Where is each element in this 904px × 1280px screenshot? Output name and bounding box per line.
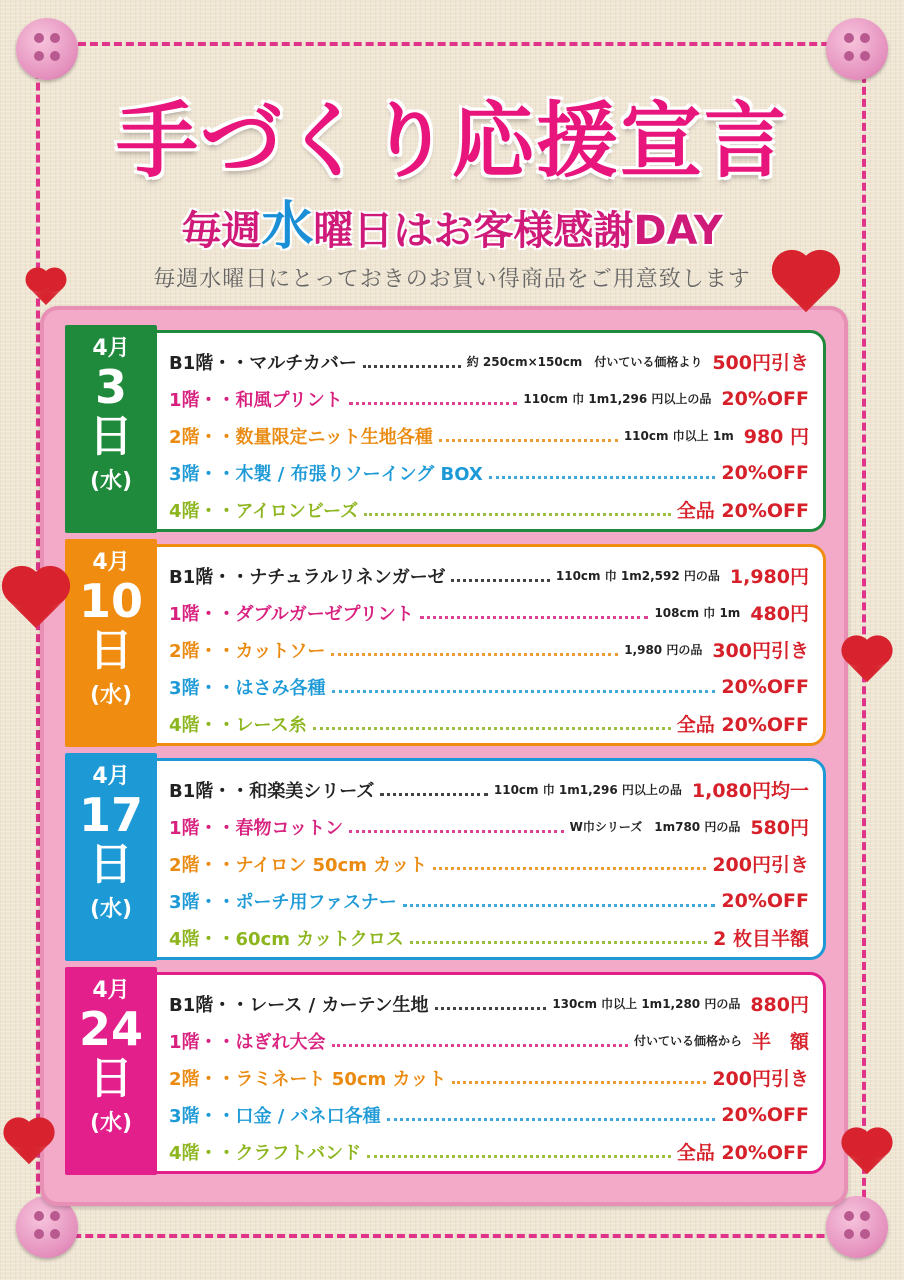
list-item: 1階・・和風プリント 110cm 巾 1m1,296 円以上の品 20%OFF <box>169 387 809 411</box>
page-title: 手づくり応援宣言 <box>115 94 788 189</box>
pink-button-icon <box>826 18 888 80</box>
list-item: 4階・・クラフトバンド 全品 20%OFF <box>169 1142 809 1164</box>
list-item: 2階・・ナイロン 50cm カット 200円引き <box>169 854 809 876</box>
date-tab: 4月 10 日 (水) <box>65 539 157 747</box>
list-item: 4階・・アイロンビーズ 全品 20%OFF <box>169 500 809 522</box>
date-tab: 4月 17 日 (水) <box>65 753 157 961</box>
list-item: B1階・・ナチュラルリネンガーゼ 110cm 巾 1m2,592 円の品 1,980円 <box>169 566 809 588</box>
pink-button-icon <box>826 1196 888 1258</box>
list-item: 1階・・春物コットン W巾シリーズ 1m780 円の品 580円 <box>169 817 809 839</box>
list-item: 3階・・はさみ各種 20%OFF <box>169 675 809 699</box>
list-item: B1階・・レース / カーテン生地 130cm 巾以上 1m1,280 円の品 880円 <box>169 994 809 1016</box>
list-item: 3階・・木製 / 布張りソーイング BOX 20%OFF <box>169 461 809 485</box>
list-item: 3階・・口金 / バネ口各種 20%OFF <box>169 1103 809 1127</box>
list-item: 2階・・ラミネート 50cm カット 200円引き <box>169 1068 809 1090</box>
page-subtitle: 毎週水曜日はお客様感謝DAY <box>181 197 723 257</box>
list-item: 1階・・ダブルガーゼプリント 108cm 巾 1m 480円 <box>169 603 809 625</box>
list-item: 1階・・はぎれ大会 付いている価格から 半 額 <box>169 1031 809 1053</box>
tagline: 毎週水曜日にとっておきのお買い得商品をご用意致します <box>153 267 751 292</box>
week-card-4 <box>66 972 826 1174</box>
pink-button-icon <box>16 18 78 80</box>
list-item: 2階・・数量限定ニット生地各種 110cm 巾以上 1m 980 円 <box>169 426 809 448</box>
list-item: B1階・・マルチカバー 約 250cm×150cm 付いている価格より 500円引き <box>169 352 809 374</box>
date-tab: 4月 24 日 (水) <box>65 967 157 1175</box>
week-card-2 <box>66 544 826 746</box>
week-card-3 <box>66 758 826 960</box>
list-item: 4階・・レース糸 全品 20%OFF <box>169 714 809 736</box>
week-card-1 <box>66 330 826 532</box>
list-item: 3階・・ポーチ用ファスナー 20%OFF <box>169 889 809 913</box>
date-tab: 4月 3 日 (水) <box>65 325 157 533</box>
list-item: 2階・・カットソー 1,980 円の品 300円引き <box>169 640 809 662</box>
list-item: 4階・・60cm カットクロス 2 枚目半額 <box>169 928 809 950</box>
list-item: B1階・・和楽美シリーズ 110cm 巾 1m1,296 円以上の品 1,080円均一 <box>169 780 809 802</box>
